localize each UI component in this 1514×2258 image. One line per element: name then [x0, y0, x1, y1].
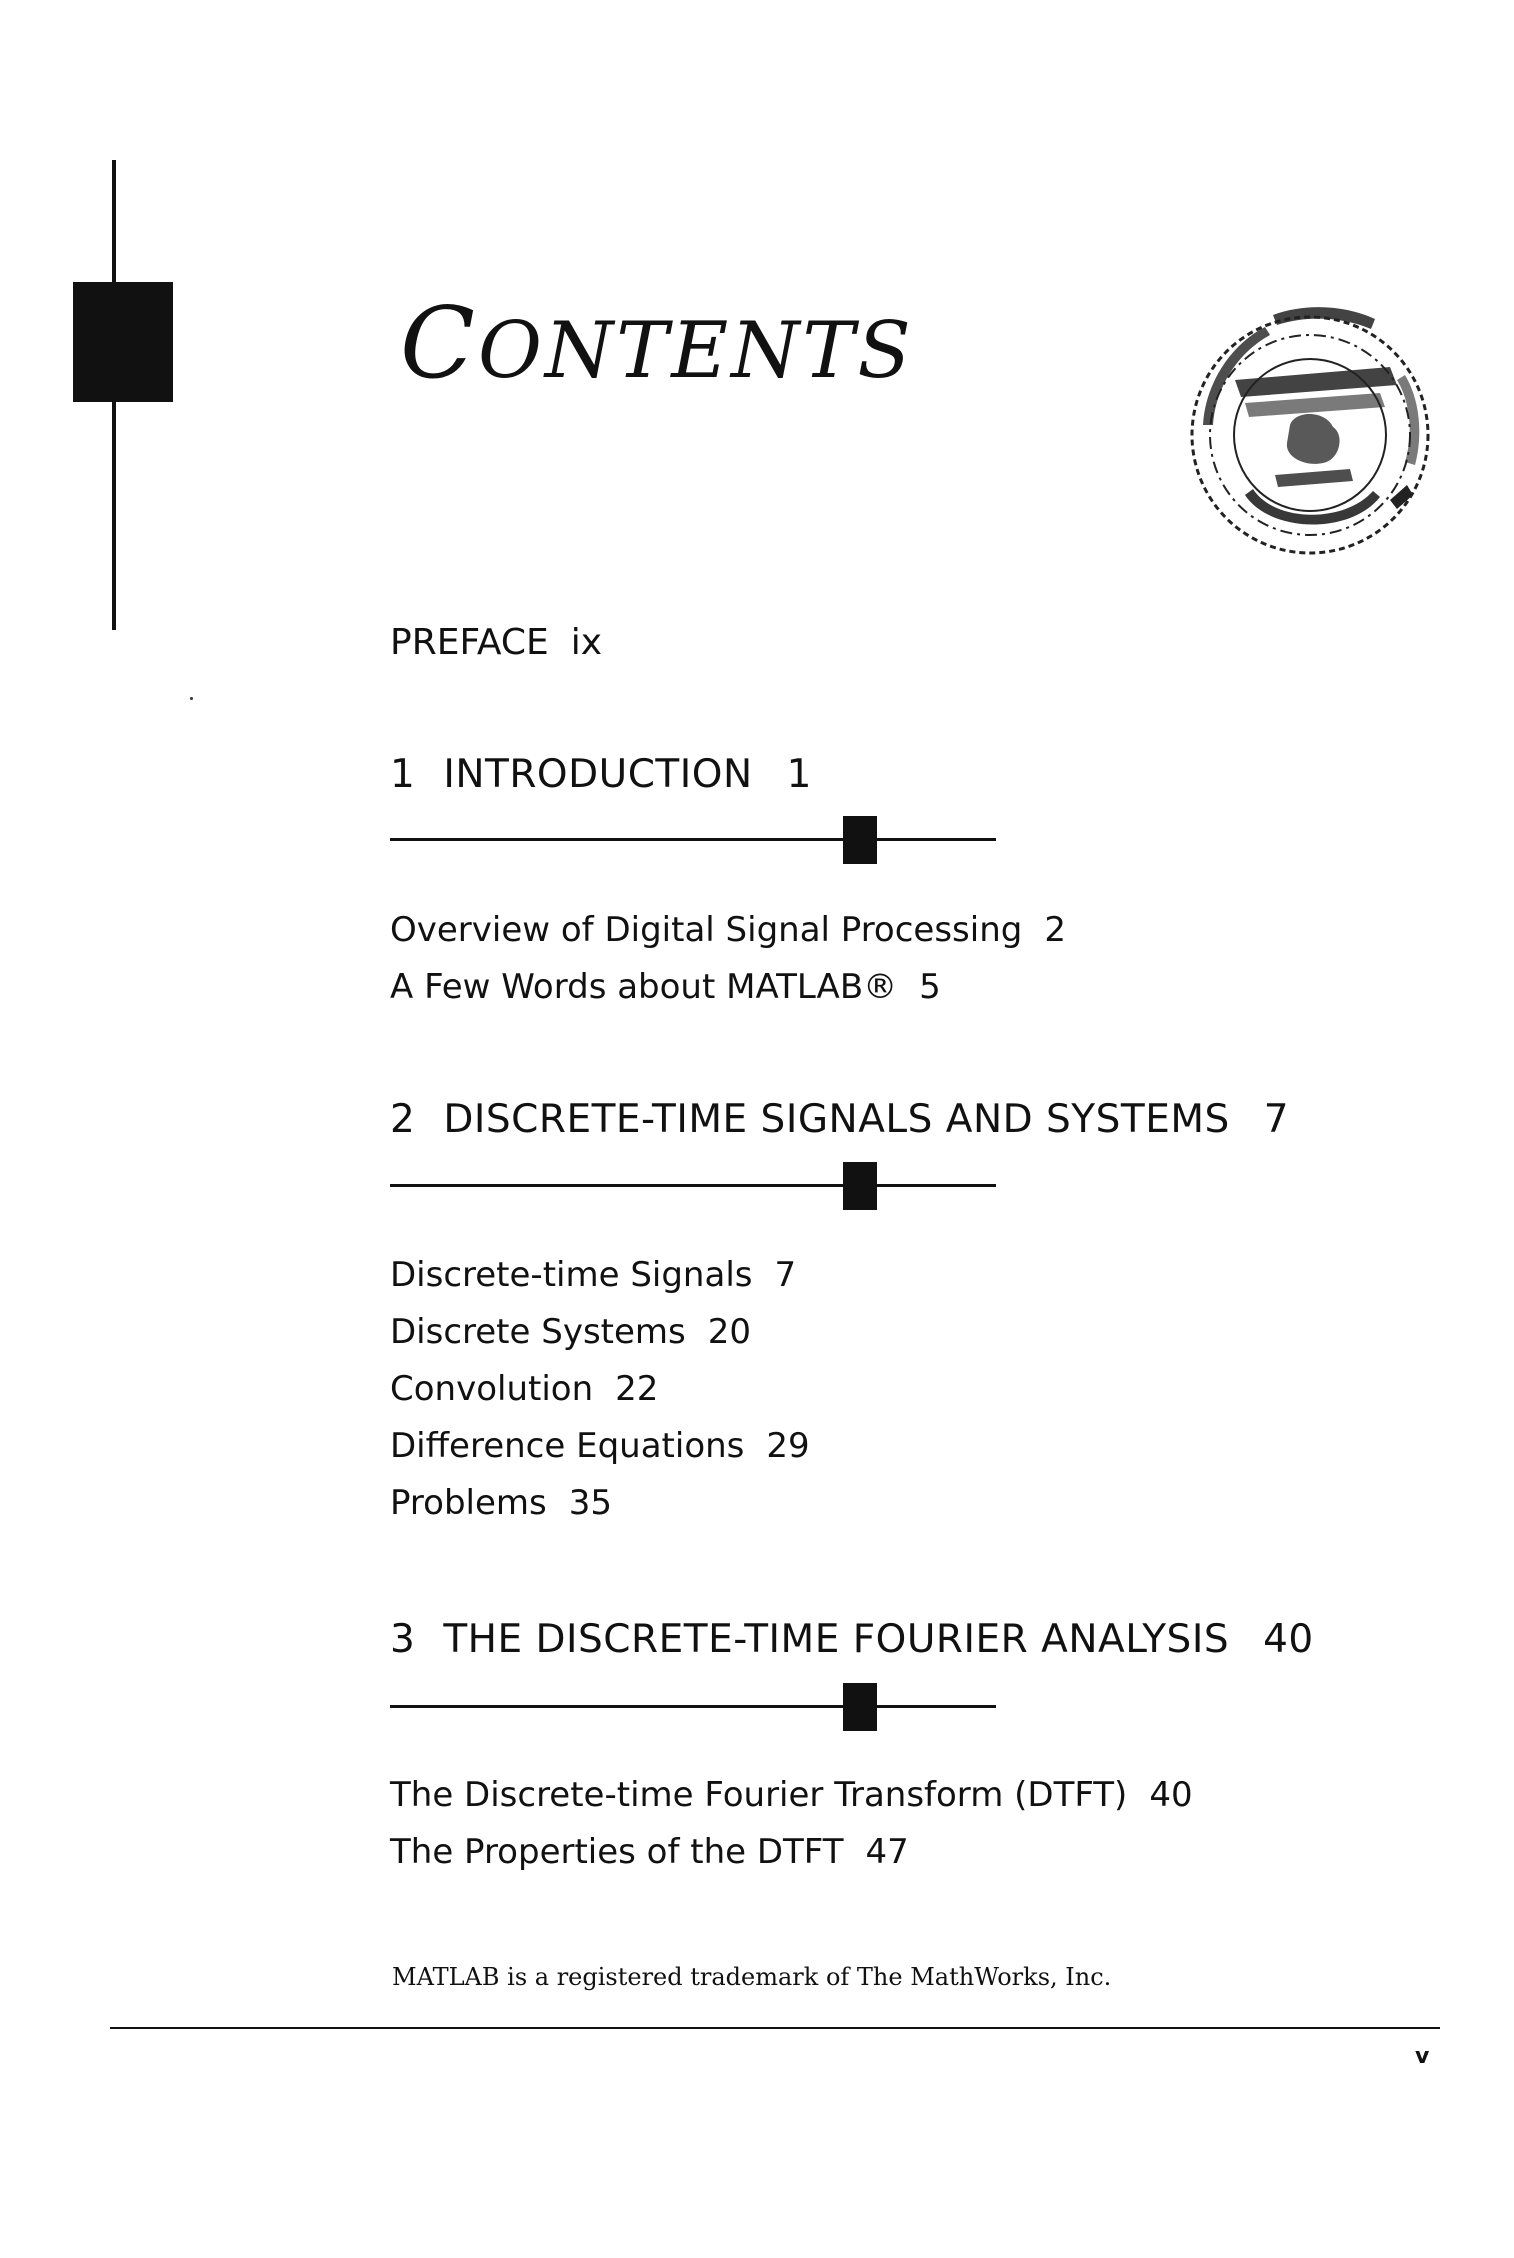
toc-section[interactable] — [390, 1483, 612, 1523]
chapter-number: 1 — [390, 752, 416, 797]
section-title: The Properties of the DTFT — [390, 1832, 844, 1872]
section-title: A Few Words about MATLAB® — [390, 967, 898, 1007]
section-page: 2 — [1044, 910, 1066, 950]
section-title: Overview of Digital Signal Processing — [390, 910, 1023, 950]
chapter-page: 40 — [1263, 1617, 1314, 1662]
library-stamp-icon — [1175, 285, 1445, 575]
section-title: Discrete-time Signals — [390, 1255, 753, 1295]
toc-section[interactable] — [390, 1312, 751, 1352]
section-page: 35 — [568, 1483, 612, 1523]
chapter-rule-block — [843, 1162, 877, 1210]
title-initial: C — [400, 287, 478, 401]
section-page: 29 — [766, 1426, 810, 1466]
section-page: 40 — [1149, 1775, 1193, 1815]
chapter-page: 1 — [786, 752, 812, 797]
chapter-number: 3 — [390, 1617, 416, 1662]
toc-section[interactable] — [390, 967, 941, 1007]
page-number: v — [1415, 2044, 1430, 2069]
toc-section[interactable] — [390, 1255, 796, 1295]
chapter-rule-block — [843, 816, 877, 864]
toc-chapter-1[interactable] — [390, 752, 812, 797]
chapter-rule — [390, 1184, 996, 1187]
preface-label: PREFACE — [390, 622, 549, 663]
preface-page: ix — [570, 622, 603, 663]
section-page: 7 — [774, 1255, 797, 1295]
section-title: Difference Equations — [390, 1426, 745, 1466]
section-title: Discrete Systems — [390, 1312, 686, 1352]
section-page: 47 — [865, 1832, 909, 1872]
toc-section[interactable] — [390, 1775, 1193, 1815]
chapter-number: 2 — [390, 1097, 416, 1142]
chapter-rule — [390, 1705, 996, 1708]
toc-preface[interactable] — [390, 622, 602, 663]
speck — [190, 697, 193, 700]
footnote: MATLAB is a registered trademark of The MathWorks, Inc. — [392, 1963, 1112, 1991]
margin-thumb-block — [73, 282, 173, 402]
chapter-rule-block — [843, 1683, 877, 1731]
chapter-title: INTRODUCTION — [443, 752, 753, 797]
chapter-rule — [390, 838, 996, 841]
toc-section[interactable] — [390, 1369, 658, 1409]
toc-chapter-2[interactable] — [390, 1097, 1289, 1142]
footer-rule — [110, 2027, 1440, 2029]
section-page: 20 — [707, 1312, 752, 1352]
chapter-title: THE DISCRETE-TIME FOURIER ANALYSIS — [443, 1617, 1230, 1662]
toc-section[interactable] — [390, 1832, 909, 1872]
section-page: 5 — [919, 967, 941, 1007]
title-rest: ONTENTS — [477, 306, 914, 396]
toc-section[interactable] — [390, 910, 1066, 950]
section-title: Convolution — [390, 1369, 594, 1409]
toc-chapter-3[interactable] — [390, 1617, 1314, 1662]
section-title: The Discrete-time Fourier Transform (DTFT) — [390, 1775, 1128, 1815]
page-title — [400, 287, 914, 401]
toc-section[interactable] — [390, 1426, 810, 1466]
section-page: 22 — [615, 1369, 659, 1409]
chapter-title: DISCRETE-TIME SIGNALS AND SYSTEMS — [443, 1097, 1230, 1142]
chapter-page: 7 — [1263, 1097, 1290, 1142]
section-title: Problems — [390, 1483, 547, 1523]
